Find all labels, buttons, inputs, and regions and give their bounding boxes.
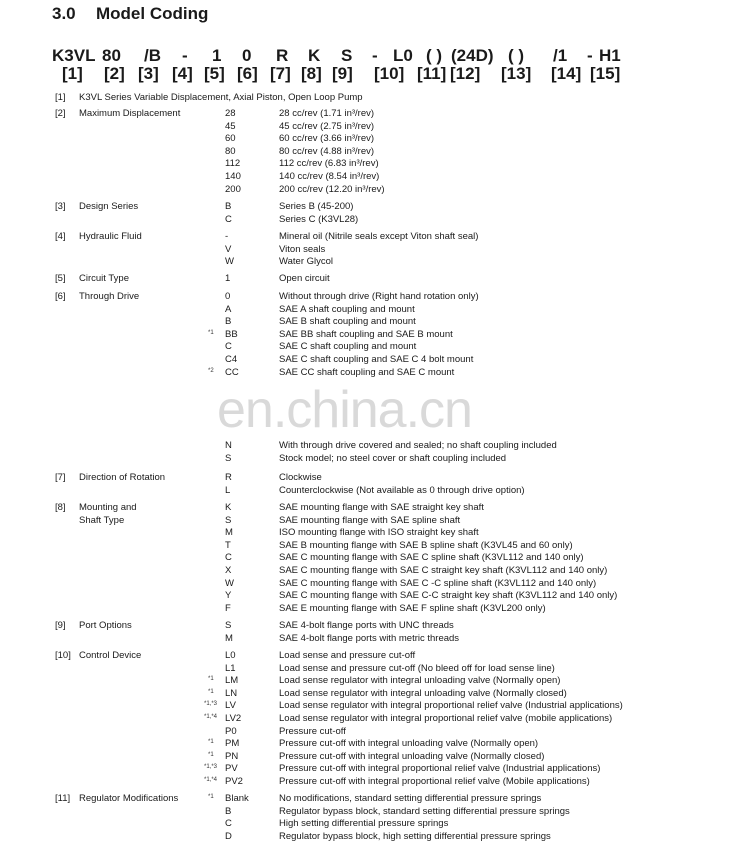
model-code-part: ( )	[426, 46, 443, 65]
option-code: 112	[225, 158, 241, 170]
model-code-part: L0	[393, 46, 413, 65]
section-name-label: Maximum Displacement	[79, 108, 181, 119]
footnote-marker: *2	[208, 367, 214, 374]
option-description: 45 cc/rev (2.75 in³/rev)	[279, 120, 375, 132]
option-code: C	[225, 341, 232, 353]
model-code-index: [4]	[172, 64, 193, 83]
option-description: Counterclockwise (Not available as 0 through drive option)	[279, 484, 525, 496]
option-code: 28	[225, 108, 236, 119]
section-number-label: [11]	[55, 793, 71, 804]
model-code-part: K3VL	[52, 46, 96, 65]
section-number-label: [7]	[55, 472, 66, 483]
option-code: T	[225, 539, 231, 551]
option-description: Load sense regulator with integral proportional relief valve (mobile applications)	[279, 713, 613, 724]
option-code: S	[225, 514, 232, 526]
option-code: C	[225, 818, 232, 830]
option-code: PV2	[225, 776, 243, 787]
option-description: Pressure cut-off with integral proportional relief valve (Industrial applications)	[279, 763, 601, 775]
option-code: B	[225, 805, 232, 817]
model-code-index: [9]	[332, 64, 353, 83]
option-description: Viton seals	[279, 243, 326, 255]
option-description: Series C (K3VL28)	[279, 213, 359, 225]
option-description: SAE C mounting flange with SAE C straight key shaft (K3VL112 and 140 only)	[279, 565, 608, 576]
option-description: SAE CC shaft coupling and SAE C mount	[279, 366, 455, 378]
model-code-index: [5]	[204, 64, 225, 83]
option-code: Y	[225, 590, 232, 602]
option-code: 80	[225, 145, 236, 157]
option-code: S	[225, 620, 232, 631]
model-code-index: [15]	[590, 64, 621, 83]
option-description: Clockwise	[279, 472, 322, 483]
section-name-label: K3VL Series Variable Displacement, Axial Piston, Open Loop Pump	[79, 92, 363, 103]
option-code: L	[225, 484, 231, 496]
model-code-index: [2]	[104, 64, 125, 83]
option-description: Load sense regulator with integral unloading valve (Normally closed)	[279, 687, 567, 699]
model-code-index: [10]	[374, 64, 405, 83]
footnote-marker: *1,*3	[204, 764, 218, 771]
section-number-label: [2]	[55, 108, 66, 119]
option-description: Pressure cut-off with integral proportional relief valve (Mobile applications)	[279, 776, 590, 787]
option-code: PV	[225, 763, 238, 775]
option-code: BB	[225, 328, 238, 340]
option-code: C	[225, 552, 232, 564]
option-code: R	[225, 472, 232, 483]
option-description: SAE mounting flange with SAE spline shaft	[279, 514, 461, 526]
option-code: LN	[225, 687, 238, 699]
option-code: 140	[225, 171, 241, 182]
section-name-label: Port Options	[79, 620, 132, 631]
option-code: PM	[225, 738, 240, 750]
option-description: Load sense and pressure cut-off	[279, 650, 416, 661]
option-description: SAE C mounting flange with SAE C-C straight key shaft (K3VL112 and 140 only)	[279, 590, 618, 602]
section-name-label: Circuit Type	[79, 273, 129, 284]
option-code: -	[225, 231, 229, 242]
option-code: M	[225, 632, 233, 644]
option-description: SAE C mounting flange with SAE C -C spline shaft (K3VL112 and 140 only)	[279, 577, 597, 589]
option-description: High setting differential pressure springs	[279, 818, 449, 830]
section-number: 3.0	[52, 4, 76, 23]
section-name-label: Mounting and Shaft Type	[79, 502, 137, 526]
option-description: Regulator bypass block, standard setting differential pressure springs	[279, 805, 570, 817]
model-code-part: 80	[102, 46, 121, 65]
option-code: 45	[225, 120, 236, 132]
option-description: SAE BB shaft coupling and SAE B mount	[279, 328, 453, 340]
model-code-part: /B	[144, 46, 161, 65]
option-code: S	[225, 452, 232, 464]
section-number-label: [9]	[55, 620, 66, 631]
section-number-label: [3]	[55, 201, 66, 212]
footnote-marker: *1,*4	[204, 777, 218, 783]
model-code-part: -	[587, 46, 593, 65]
model-code-part: ( )	[508, 46, 525, 65]
footnote-marker: *1,*4	[204, 714, 218, 720]
option-code: 60	[225, 133, 236, 145]
option-description: SAE B shaft coupling and mount	[279, 316, 416, 328]
option-description: Pressure cut-off with integral unloading valve (Normally closed)	[279, 750, 545, 762]
option-code: K	[225, 502, 232, 513]
option-description: SAE B mounting flange with SAE B spline shaft (K3VL45 and 60 only)	[279, 539, 573, 551]
option-code: W	[225, 577, 234, 589]
model-code-index: [3]	[138, 64, 159, 83]
option-description: Water Glycol	[279, 256, 334, 268]
option-code: LM	[225, 675, 239, 687]
option-code: N	[225, 440, 232, 452]
option-description: Load sense regulator with integral unloading valve (Normally open)	[279, 675, 561, 687]
option-description: With through drive covered and sealed; no shaft coupling included	[279, 440, 557, 452]
option-code: A	[225, 303, 232, 315]
model-code-part: 1	[212, 46, 222, 65]
section-number-label: [4]	[55, 231, 66, 242]
model-code-index: [6]	[237, 64, 258, 83]
model-code-part: /1	[553, 46, 568, 65]
model-code-part: R	[276, 46, 289, 65]
option-description: Pressure cut-off with integral unloading valve (Normally open)	[279, 738, 539, 750]
option-description: SAE C shaft coupling and mount	[279, 341, 417, 353]
option-code: Blank	[225, 793, 249, 804]
footnote-marker: *1,*3	[204, 701, 218, 708]
option-code: CC	[225, 366, 239, 378]
watermark: en.china.cn	[217, 381, 472, 439]
option-description: SAE mounting flange with SAE straight key shaft	[279, 502, 484, 513]
model-code-part: H1	[599, 46, 621, 65]
model-code-index: [12]	[450, 64, 481, 83]
option-description: Regulator bypass block, high setting differential pressure springs	[279, 830, 551, 842]
option-description: SAE E mounting flange with SAE F spline shaft (K3VL200 only)	[279, 602, 546, 614]
option-code: X	[225, 565, 232, 576]
option-code: B	[225, 201, 232, 212]
option-description: 140 cc/rev (8.54 in³/rev)	[279, 171, 380, 182]
option-code: D	[225, 830, 232, 842]
section-number-label: [5]	[55, 273, 66, 284]
footnote-marker: *1	[208, 794, 214, 800]
model-code-index: [8]	[301, 64, 322, 83]
option-description: 28 cc/rev (1.71 in³/rev)	[279, 108, 375, 119]
section-name-label: Direction of Rotation	[79, 472, 166, 483]
section-title: Model Coding	[96, 4, 209, 23]
option-code: C4	[225, 354, 238, 365]
model-code-part: S	[341, 46, 353, 65]
option-description: ISO mounting flange with ISO straight key shaft	[279, 527, 479, 539]
model-code-part: -	[182, 46, 188, 65]
option-description: Stock model; no steel cover or shaft coupling included	[279, 452, 507, 464]
option-description: SAE C shaft coupling and SAE C 4 bolt mount	[279, 354, 474, 365]
section-number-label: [10]	[55, 650, 71, 661]
option-code: 200	[225, 183, 241, 195]
model-code-index: [14]	[551, 64, 582, 83]
option-description: Mineral oil (Nitrile seals except Viton shaft seal)	[279, 231, 479, 242]
option-description: Load sense and pressure cut-off (No bleed off for load sense line)	[279, 662, 555, 674]
option-description: SAE A shaft coupling and mount	[279, 303, 415, 315]
footnote-marker: *1	[208, 739, 214, 746]
option-code: L1	[225, 662, 236, 674]
section-name-label: Design Series	[79, 201, 139, 212]
footnote-marker: *1	[208, 751, 214, 758]
option-code: LV2	[225, 713, 242, 724]
option-description: Open circuit	[279, 273, 330, 284]
section-name-label: Hydraulic Fluid	[79, 231, 142, 242]
option-description: Load sense regulator with integral proportional relief valve (Industrial applications)	[279, 700, 623, 712]
option-description: SAE 4-bolt flange ports with UNC threads	[279, 620, 454, 631]
footnote-marker: *1	[208, 676, 214, 683]
option-code: 1	[225, 273, 231, 284]
section-number-label: [8]	[55, 502, 66, 513]
section-name-label: Control Device	[79, 650, 142, 661]
section-name-label: Regulator Modifications	[79, 793, 179, 804]
model-code-part: 0	[242, 46, 252, 65]
footnote-marker: *1	[208, 688, 214, 695]
model-code-part: K	[308, 46, 321, 65]
option-description: 60 cc/rev (3.66 in³/rev)	[279, 133, 375, 145]
model-code-index: [7]	[270, 64, 291, 83]
option-description: SAE 4-bolt flange ports with metric threads	[279, 632, 460, 644]
model-code-index: [13]	[501, 64, 532, 83]
option-description: Without through drive (Right hand rotation only)	[279, 291, 479, 302]
option-description: SAE C mounting flange with SAE C spline shaft (K3VL112 and 140 only)	[279, 552, 584, 564]
option-code: M	[225, 527, 233, 539]
option-code: C	[225, 213, 232, 225]
model-code-part: -	[372, 46, 378, 65]
option-code: 0	[225, 291, 231, 302]
option-code: LV	[225, 700, 236, 712]
section-number-label: [6]	[55, 291, 66, 302]
option-code: V	[225, 243, 232, 255]
option-code: W	[225, 256, 234, 268]
option-description: No modifications, standard setting differential pressure springs	[279, 793, 542, 804]
option-description: 200 cc/rev (12.20 in³/rev)	[279, 183, 385, 195]
option-description: Series B (45-200)	[279, 201, 354, 212]
section-heading	[52, 4, 208, 24]
option-code: L0	[225, 650, 236, 661]
option-code: P0	[225, 725, 237, 737]
option-description: 80 cc/rev (4.88 in³/rev)	[279, 145, 375, 157]
model-code-part: (24D)	[451, 46, 494, 65]
model-code-index: [1]	[62, 64, 83, 83]
option-code: B	[225, 316, 232, 328]
option-description: Pressure cut-off	[279, 725, 346, 737]
option-code: F	[225, 602, 231, 614]
footnote-marker: *1	[208, 329, 214, 336]
section-name-label: Through Drive	[79, 291, 140, 302]
model-code-index: [11]	[417, 64, 447, 83]
section-number-label: [1]	[55, 92, 66, 103]
option-description: 112 cc/rev (6.83 in³/rev)	[279, 158, 379, 170]
option-code: PN	[225, 750, 239, 762]
